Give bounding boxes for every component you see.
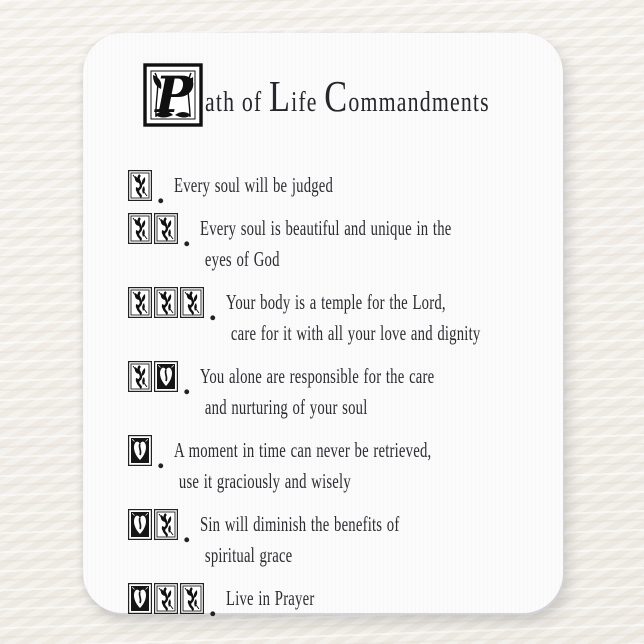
- commandment-text: [226, 583, 314, 614]
- title-text: [205, 71, 490, 122]
- commandment-text: [200, 361, 434, 423]
- commandment-line: A moment in time can never be retrieved,: [173, 438, 431, 462]
- numeral-period: .: [157, 442, 165, 475]
- commandment-text: [200, 213, 452, 275]
- numeral-V: [128, 435, 165, 475]
- commandment-text: [174, 435, 431, 497]
- commandment-row: [128, 361, 563, 423]
- numeral-block-V-ornament: [154, 361, 178, 392]
- commandment-text: [226, 287, 480, 349]
- mousepad: [83, 33, 563, 623]
- numeral-block-I-ornament: [128, 213, 152, 244]
- commandment-line: Sin will diminish the benefits of: [199, 512, 399, 536]
- numeral-block-I-ornament: [180, 287, 204, 318]
- title: [143, 63, 563, 127]
- commandment-line: use it graciously and wisely: [178, 469, 351, 493]
- commandment-line: care for it with all your love and dignity: [230, 321, 480, 345]
- numeral-block-I-ornament: [128, 361, 152, 392]
- commandment-line: Every soul is beautiful and unique in the: [199, 216, 452, 240]
- numeral-period: .: [183, 220, 191, 253]
- numeral-VII: [128, 583, 217, 623]
- commandment-row: [128, 213, 563, 275]
- drop-cap-letter: P: [155, 65, 193, 124]
- commandment-row: [128, 583, 563, 623]
- numeral-VI: [128, 509, 191, 549]
- commandments-list: [128, 170, 563, 623]
- drop-cap-p-ornament: [143, 63, 203, 127]
- numeral-block-I-ornament: [128, 287, 152, 318]
- numeral-block-I-ornament: [154, 287, 178, 318]
- title-segment: L: [268, 72, 292, 121]
- numeral-period: .: [183, 516, 191, 549]
- commandment-line: Every soul will be judged: [173, 173, 333, 197]
- commandment-line: spiritual grace: [204, 543, 292, 567]
- numeral-block-V-ornament: [128, 509, 152, 540]
- numeral-block-I-ornament: [154, 583, 178, 614]
- numeral-block-I-ornament: [128, 170, 152, 201]
- numeral-I: [128, 170, 165, 210]
- title-segment: C: [324, 72, 349, 121]
- commandment-row: [128, 170, 563, 210]
- numeral-block-I-ornament: [180, 583, 204, 614]
- commandment-row: [128, 287, 563, 349]
- numeral-period: .: [209, 590, 217, 623]
- numeral-block-I-ornament: [154, 213, 178, 244]
- commandment-row: [128, 435, 563, 497]
- commandment-line: Your body is a temple for the Lord,: [225, 290, 446, 314]
- numeral-period: .: [183, 368, 191, 401]
- commandment-line: eyes of God: [204, 247, 280, 271]
- commandment-line: and nurturing of your soul: [204, 395, 367, 419]
- commandment-line: Live in Prayer: [225, 586, 314, 610]
- numeral-IV: [128, 361, 191, 401]
- numeral-block-I-ornament: [154, 509, 178, 540]
- commandment-text: [200, 509, 399, 571]
- numeral-period: .: [157, 177, 165, 210]
- numeral-block-V-ornament: [128, 435, 152, 466]
- commandment-row: [128, 509, 563, 571]
- numeral-block-V-ornament: [128, 583, 152, 614]
- title-segment: ommandments: [348, 87, 490, 118]
- title-segment: ife: [291, 87, 325, 118]
- numeral-III: [128, 287, 217, 327]
- numeral-II: [128, 213, 191, 253]
- numeral-period: .: [209, 294, 217, 327]
- commandment-line: You alone are responsible for the care: [199, 364, 434, 388]
- title-segment: ath of: [205, 87, 269, 118]
- commandment-text: [174, 170, 333, 201]
